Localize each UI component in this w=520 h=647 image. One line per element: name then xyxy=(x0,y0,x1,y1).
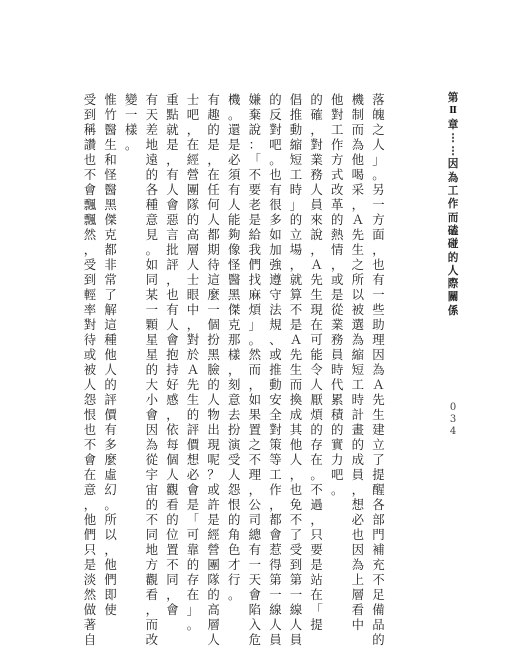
running-head-chapter-prefix: 第 xyxy=(447,92,459,104)
running-head-chapter-suffix: 章 xyxy=(447,118,459,131)
running-head xyxy=(446,92,460,318)
text-column: 有 趣 的 是 ， 在 任 何 人 都 期 待 這 麼 一 個 扮 黑 臉 的 人 物 出 現 呢 ？ 或 許 是 經 營 團 隊 的 高 層 人 xyxy=(207,92,220,647)
text-column: 有 天 差 地 遠 的 各 種 意 見 。 如 同 某 一 顆 星 星 的 大 小 會 因 為 從 宇 宙 的 不 同 地 方 觀 看 ， 而 改 xyxy=(145,92,158,647)
running-head-title: 因 為 工 作 而 磕 碰 的 人 際 關 係 xyxy=(447,158,459,317)
text-column: 機 。 還 是 必 須 有 人 能 夠 像 怪 醫 黑 傑 克 那 樣 ， 刻 意 去 扮 演 受 人 怨 恨 的 角 色 才 行 。 xyxy=(227,92,241,602)
text-column: 落 魄 之 人 」 。 另 一 方 面 ， 也 有 一 些 助 理 因 為 Ａ 先 生 建 立 了 提 醒 各 部 門 補 充 不 足 備 品 的 xyxy=(372,92,385,647)
text-column: 的 反 對 吧 。 也 有 很 多 如 加 強 遵 守 法 規 、 或 推 動 安 全 對 策 等 工 作 ， 都 會 惹 得 第 一 線 人 員 xyxy=(269,92,282,647)
text-column: 惟 竹 醫 生 和 怪 醫 黑 傑 克 都 非 常 了 解 這 種 他 人 的 評 價 有 多 麼 虛 幻 。 所 以 ， 他 們 即 使 xyxy=(104,92,117,617)
text-column: 士 吧 ， 在 經 營 團 隊 的 高 層 人 士 眼 中 ， 對 於 Ａ 先 生 的 評 價 想 必 會 是 「 可 靠 的 存 在 」 。 xyxy=(186,92,200,632)
text-column: 變 一 樣 。 xyxy=(124,92,138,152)
text-column: 倡 推 動 縮 短 工 時 」 的 立 場 ， 就 算 不 是 Ａ 先 生 而 換 成 其 他 人 ， 也 免 不 了 受 到 第 一 線 人 員 xyxy=(289,92,303,647)
body-text xyxy=(82,92,402,647)
text-column: 他 對 工 作 方 式 改 革 的 熱 情 ， 或 是 從 業 務 員 時 代 累 積 的 實 力 吧 。 xyxy=(330,92,344,497)
text-column: 嫌 棄 說 ： 「 不 要 老 是 給 我 們 找 麻 煩 」 。 然 而 ， 如 果 置 之 不 理 ， 公 司 總 有 一 天 會 陷 入 危 xyxy=(248,92,261,647)
running-head-separator: ⋮ ⋮ xyxy=(447,131,459,158)
text-column: 重 點 就 是 ， 有 人 會 惡 言 批 評 ， 也 有 人 會 抱 持 好 感 ， 依 每 個 人 觀 看 的 位 置 不 同 ， 會 xyxy=(166,92,179,617)
text-column: 機 制 而 為 他 喝 采 ， Ａ 先 生 之 所 以 被 選 為 縮 短 工 時 計 畫 的 成 員 ， 想 必 也 因 為 上 層 看 中 xyxy=(351,92,364,632)
page-number: 0 3 4 xyxy=(449,402,457,437)
running-head-chapter-number: Ⅱ xyxy=(449,106,457,117)
text-column: 的 確 ， 對 業 務 人 員 來 說 ， Ａ 先 生 現 在 可 能 令 人 厭 煩 的 存 在 。 不 過 ， 只 要 是 站 在 「 提 xyxy=(310,92,323,632)
text-column: 受 到 稱 讚 也 不 會 飄 飄 然 ， 受 到 輕 率 對 待 或 被 人 怨 恨 也 不 會 在 意 ， 他 們 只 是 淡 然 做 著 自 xyxy=(83,92,97,647)
